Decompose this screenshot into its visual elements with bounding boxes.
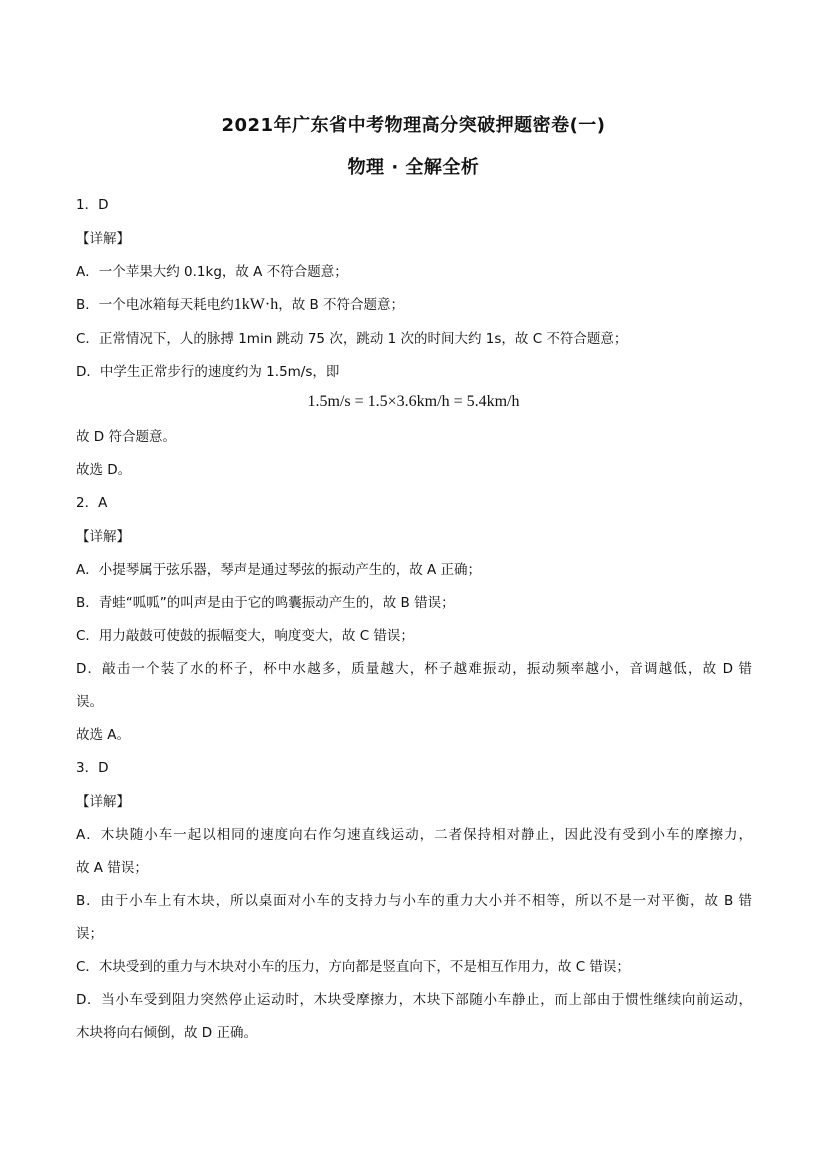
q1-formula: 1.5m/s = 1.5×3.6km/h = 5.4km/h <box>307 393 520 410</box>
q2-option-c: C．用力敲鼓可使鼓的振幅变大，响度变大，故 C 错误； <box>76 628 414 644</box>
q2-option-b: B．青蛙“呱呱”的叫声是由于它的鸣囊振动产生的，故 B 错误； <box>76 595 455 611</box>
q1-option-b <box>76 296 404 314</box>
q1-option-d: D．中学生正常步行的速度约为 1.5m/s，即 <box>76 364 340 380</box>
document-subtitle: 物理 · 全解全析 <box>347 157 480 178</box>
q3-answer: 3．D <box>76 760 109 776</box>
q3-option-b-line2: 误； <box>76 926 103 942</box>
q1-answer: 1．D <box>76 197 109 213</box>
q1-option-b-text: B．一个电冰箱每天耗电约 <box>76 297 234 313</box>
q2-choice: 故选 A。 <box>76 727 131 743</box>
q2-answer: 2．A <box>76 495 108 511</box>
q3-option-d-line2: 木块将向右倾倒，故 D 正确。 <box>76 1025 257 1041</box>
q2-option-a: A．小提琴属于弦乐器，琴声是通过琴弦的振动产生的，故 A 正确； <box>76 562 482 578</box>
q3-option-d-line1: D．当小车受到阻力突然停止运动时，木块受摩擦力，木块下部随小车静止，而上部由于惯性继续向前运动， <box>76 992 752 1008</box>
q1-option-a: A．一个苹果大约 0.1kg，故 A 不符合题意； <box>76 264 348 280</box>
q2-detail-label: 【详解】 <box>76 529 130 545</box>
q1-option-c: C．正常情况下，人的脉搏 1min 跳动 75 次，跳动 1 次的时间大约 1s，故 C 不符合题意； <box>76 331 628 347</box>
q3-option-a-line1: A．木块随小车一起以相同的速度向右作匀速直线运动，二者保持相对静止，因此没有受到小车的摩擦力， <box>76 827 752 843</box>
q1-detail-label: 【详解】 <box>76 231 130 247</box>
q2-option-d-line1: D．敲击一个装了水的杯子，杯中水越多，质量越大，杯子越难振动，振动频率越小，音调越低，故 D 错 <box>76 661 752 677</box>
q1-choice: 故选 D。 <box>76 462 132 478</box>
document-title: 2021年广东省中考物理高分突破押题密卷(一) <box>221 115 606 136</box>
q1-option-b-unit: 1kW·h <box>233 296 279 313</box>
q1-option-b-post: ，故 B 不符合题意； <box>278 297 405 313</box>
q2-option-d-line2: 误。 <box>76 694 103 710</box>
q3-detail-label: 【详解】 <box>76 794 130 810</box>
q3-option-c: C．木块受到的重力与木块对小车的压力，方向都是竖直向下，不是相互作用力，故 C 错误； <box>76 959 630 975</box>
q3-option-b-line1: B．由于小车上有木块，所以桌面对小车的支持力与小车的重力大小并不相等，所以不是一对平衡，故 B 错 <box>76 893 752 909</box>
q3-option-a-line2: 故 A 错误； <box>76 860 148 876</box>
q1-conclusion: 故 D 符合题意。 <box>76 429 176 445</box>
